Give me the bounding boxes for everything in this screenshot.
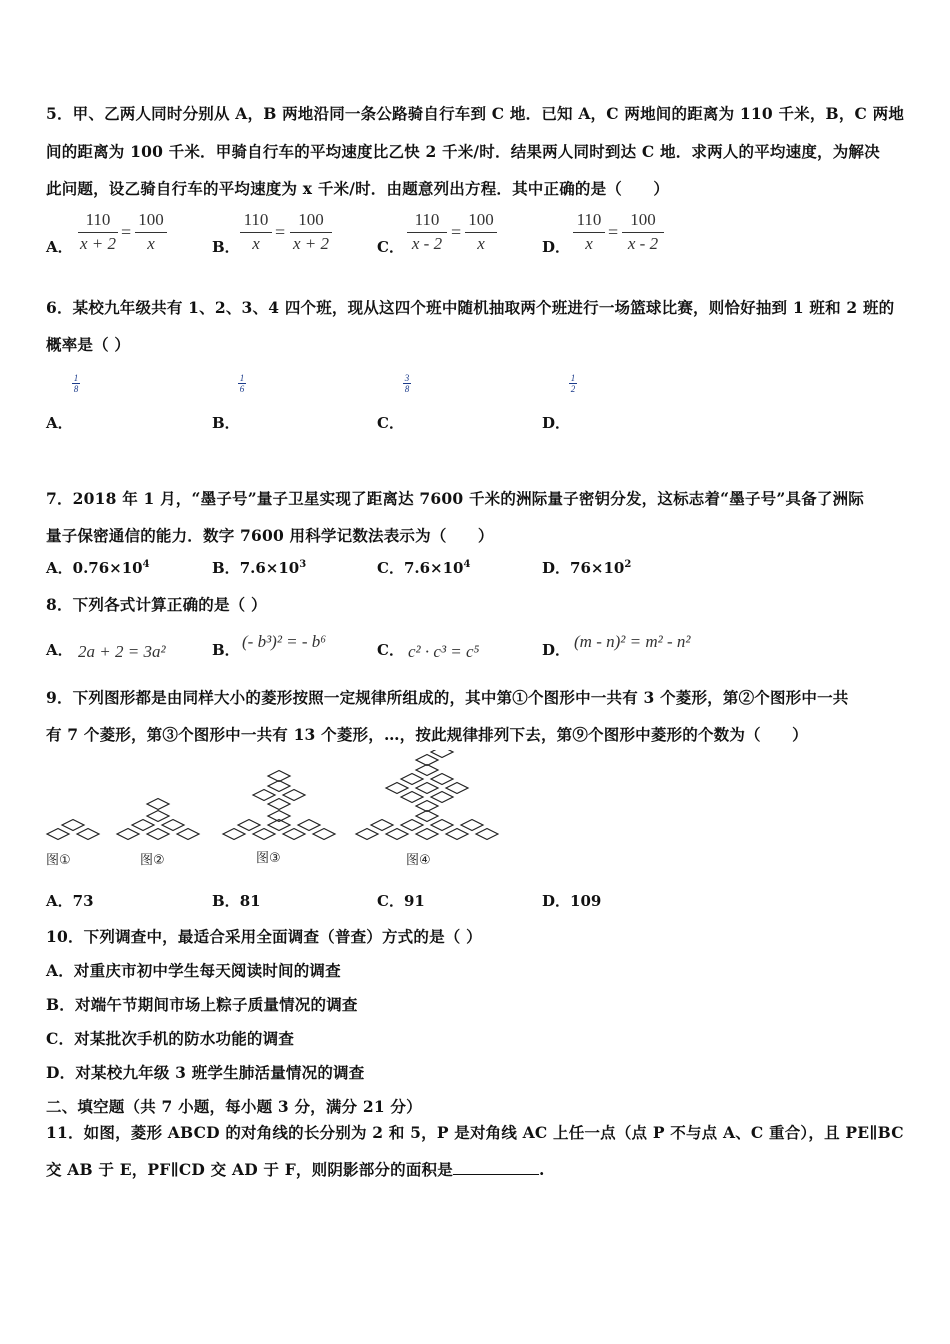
fraction: 1 6 xyxy=(239,373,245,394)
q5-line-3: 此问题，设乙骑自行车的平均速度为 x 千米/时．由题意列出方程．其中正确的是（ ） xyxy=(46,179,670,198)
rhombus xyxy=(446,829,468,840)
rhombus xyxy=(461,820,483,831)
q9-option-b[interactable]: B．81 xyxy=(212,892,261,910)
rhombus xyxy=(162,820,184,831)
rhombus xyxy=(386,829,408,840)
q7-option-b[interactable]: B．$7.6\times 10^3$ xyxy=(212,559,307,577)
fraction: 110 x xyxy=(573,210,605,256)
fraction: 100 x xyxy=(135,210,167,256)
fraction: 3 8 xyxy=(404,373,410,394)
rhombus xyxy=(431,792,453,803)
q10-option-b[interactable]: B．对端午节期间市场上粽子质量情况的调查 xyxy=(46,995,358,1014)
fraction: 110 x + 2 xyxy=(79,210,117,253)
fraction: 110 x - 2 xyxy=(407,210,447,256)
rhombus-pattern-figure xyxy=(44,750,499,872)
rhombus xyxy=(253,829,275,840)
answer-blank[interactable] xyxy=(453,1160,539,1175)
rhombus xyxy=(132,820,154,831)
rhombus xyxy=(431,820,453,831)
rhombus xyxy=(147,811,169,822)
rhombus xyxy=(356,829,378,840)
rhombus xyxy=(283,790,305,801)
q6-line-2: 概率是（ ） xyxy=(46,335,131,354)
q5-line-2: 间的距离为 100 千米．甲骑自行车的平均速度比乙快 2 千米/时．结果两人同时到达 C 地．求两人的平均速度，为解决 xyxy=(46,142,880,161)
q9-option-c[interactable]: C．91 xyxy=(377,892,425,910)
q10-line-1: 10．下列调查中，最适合采用全面调查（普查）方式的是（ ） xyxy=(46,927,482,946)
q7-option-a[interactable]: A．$0.76\times 10^4$ xyxy=(46,559,150,577)
expression: 2a + 2 = 3a² xyxy=(78,642,166,661)
fraction: 1 2 xyxy=(570,373,576,394)
figure-label-1: 图① xyxy=(46,853,71,868)
rhombus xyxy=(431,774,453,785)
expression: (- b³)² = - b⁶ xyxy=(242,632,327,651)
q8-line-1: 8．下列各式计算正确的是（ ） xyxy=(46,595,267,614)
rhombus xyxy=(47,829,69,840)
q6-line-1: 6．某校九年级共有 1、2、3、4 四个班，现从这四个班中随机抽取两个班进行一场篮球比赛，则恰好抽到 1 班和 2 班的 xyxy=(46,298,895,317)
q9-line-1: 9．下列图形都是由同样大小的菱形按照一定规律所组成的，其中第①个图形中一共有 3 个菱形，第②个图形中一共 xyxy=(46,688,849,707)
fraction: 110 x xyxy=(240,210,272,256)
rhombus xyxy=(371,820,393,831)
rhombus xyxy=(283,829,305,840)
rhombus xyxy=(147,799,169,810)
figure-label-2: 图② xyxy=(140,853,165,868)
q10-option-d[interactable]: D．对某校九年级 3 班学生肺活量情况的调查 xyxy=(46,1063,365,1082)
q5-line-1: 5．甲、乙两人同时分别从 A，B 两地沿同一条公路骑自行车到 C 地．已知 A，C 两地间的距离为 110 千米，B，C 两地 xyxy=(46,104,905,123)
rhombus xyxy=(386,783,408,794)
section-heading: 二、填空题（共 7 小题，每小题 3 分，满分 21 分） xyxy=(46,1097,422,1116)
rhombus xyxy=(476,829,498,840)
rhombus xyxy=(117,829,139,840)
rhombus xyxy=(177,829,199,840)
rhombus xyxy=(401,792,423,803)
rhombus xyxy=(147,829,169,840)
rhombus xyxy=(238,820,260,831)
figure-label-3: 图③ xyxy=(256,851,281,866)
q11-line-2: 交 AB 于 E，PF∥CD 交 AD 于 F，则阴影部分的面积是 . xyxy=(46,1160,545,1179)
rhombus xyxy=(431,750,453,758)
q10-option-c[interactable]: C．对某批次手机的防水功能的调查 xyxy=(46,1029,295,1048)
rhombus xyxy=(416,783,438,794)
rhombus xyxy=(401,820,423,831)
rhombus xyxy=(77,829,99,840)
rhombus xyxy=(253,790,275,801)
q10-option-a[interactable]: A．对重庆市初中学生每天阅读时间的调查 xyxy=(46,961,341,980)
rhombus xyxy=(62,820,84,831)
q9-line-2: 有 7 个菱形，第③个图形中一共有 13 个菱形，…，按此规律排列下去，第⑨个图形中菱形的个数为（ ） xyxy=(46,725,808,744)
fraction: 100 x - 2 xyxy=(622,210,664,256)
fraction: 100 x xyxy=(465,210,497,256)
fraction: 1 8 xyxy=(73,373,79,394)
expression: (m - n)² = m² - n² xyxy=(574,632,691,651)
rhombus xyxy=(416,829,438,840)
figure-label-4: 图④ xyxy=(406,853,431,868)
rhombus xyxy=(446,783,468,794)
q7-line-1: 7．2018 年 1 月，“墨子号”量子卫星实现了距离达 7600 千米的洲际量子密钥分发，这标志着“墨子号”具备了洲际 xyxy=(46,489,864,508)
exam-page: 5．甲、乙两人同时分别从 A，B 两地沿同一条公路骑自行车到 C 地．已知 A，C 两地间的距离为 110 千米，B，C 两地 间的距离为 100 千米．甲骑自行车的平均速度比乙快 2 千米/时．结果两人同时到达 C 地．求两人的平均速度，为解决 此问题，设乙骑自行车的平均速度为 x 千米/时．由题意列出方程．其中正确的是（ ） A． 110 x + 2 = 100 x B． 110 x = 100 x + 2 C． 110 x - 2 = 100 x D． 110 x = 100 x - 2 6．某校九年级共有 1、2、3、4 四个班，现从这四个班中随机抽取两个班进行一场篮球比赛，则恰好抽到 1 班和 2 班的 概率是（ ） 1 8 A． 1 6 B． 3 8 C． 1 2 D． 7．2018 年 1 月，“墨子号”量子卫星实现了距离达 7600 千米的洲际量子密钥分发，这标志着“墨子号”具备了洲际 量子保密通信的能力．数字 7600 用科学记数法表示为（ ） A．$0.76\times 10^4$ B．$7.6\times 10^3$ C．$7.6\times 10^4$ D．$76\times 10^2$ 8．下列各式计算正确的是（ ） A． 2a + 2 = 3a² B． (- b³)² = - b⁶ C． c² · c³ = c⁵ D． (m - n)² = m² - n² 9．下列图形都是由同样大小的菱形按照一定规律所组成的，其中第①个图形中一共有 3 个菱形，第②个图形中一共 有 7 个菱形，第③个图形中一共有 13 个菱形，…，按此规律排列下去，第⑨个图形中菱形的个数为（ ） 图① 图② 图③ 图④ A．73 B．81 C．91 D．109 10．下列调查中，最适合采用全面调查（普查）方式的是（ ） A．对重庆市初中学生每天阅读时间的调查 B．对端午节期间市场上粽子质量情况的调查 C．对某批次手机的防水功能的调查 D．对某校九年级 3 班学生肺活量情况的调查 二、填空题（共 7 小题，每小题 3 分，满分 21 分） 11．如图，菱形 ABCD 的对角线的长分别为 2 和 5，P 是对角线 AC 上任一点（点 P 不与点 A、C 重合），且 PE∥BC 交 AB 于 E，PF∥CD 交 AD 于 F，则阴影部分的面积是 . xyxy=(46,104,905,1179)
rhombus xyxy=(313,829,335,840)
rhombus xyxy=(298,820,320,831)
q9-option-d[interactable]: D．109 xyxy=(542,892,602,910)
q9-option-a[interactable]: A．73 xyxy=(46,892,94,910)
q11-line-1: 11．如图，菱形 ABCD 的对角线的长分别为 2 和 5，P 是对角线 AC 上任一点（点 P 不与点 A、C 重合），且 PE∥BC xyxy=(46,1123,904,1142)
expression: c² · c³ = c⁵ xyxy=(408,642,480,661)
q7-option-c[interactable]: C．$7.6\times 10^4$ xyxy=(377,559,471,577)
rhombus xyxy=(223,829,245,840)
rhombus xyxy=(401,774,423,785)
q7-line-2: 量子保密通信的能力．数字 7600 用科学记数法表示为（ ） xyxy=(46,526,494,545)
q7-option-d[interactable]: D．$76\times 10^2$ xyxy=(542,559,632,577)
fraction: 100 x + 2 xyxy=(290,210,332,256)
rhombus xyxy=(268,799,290,810)
